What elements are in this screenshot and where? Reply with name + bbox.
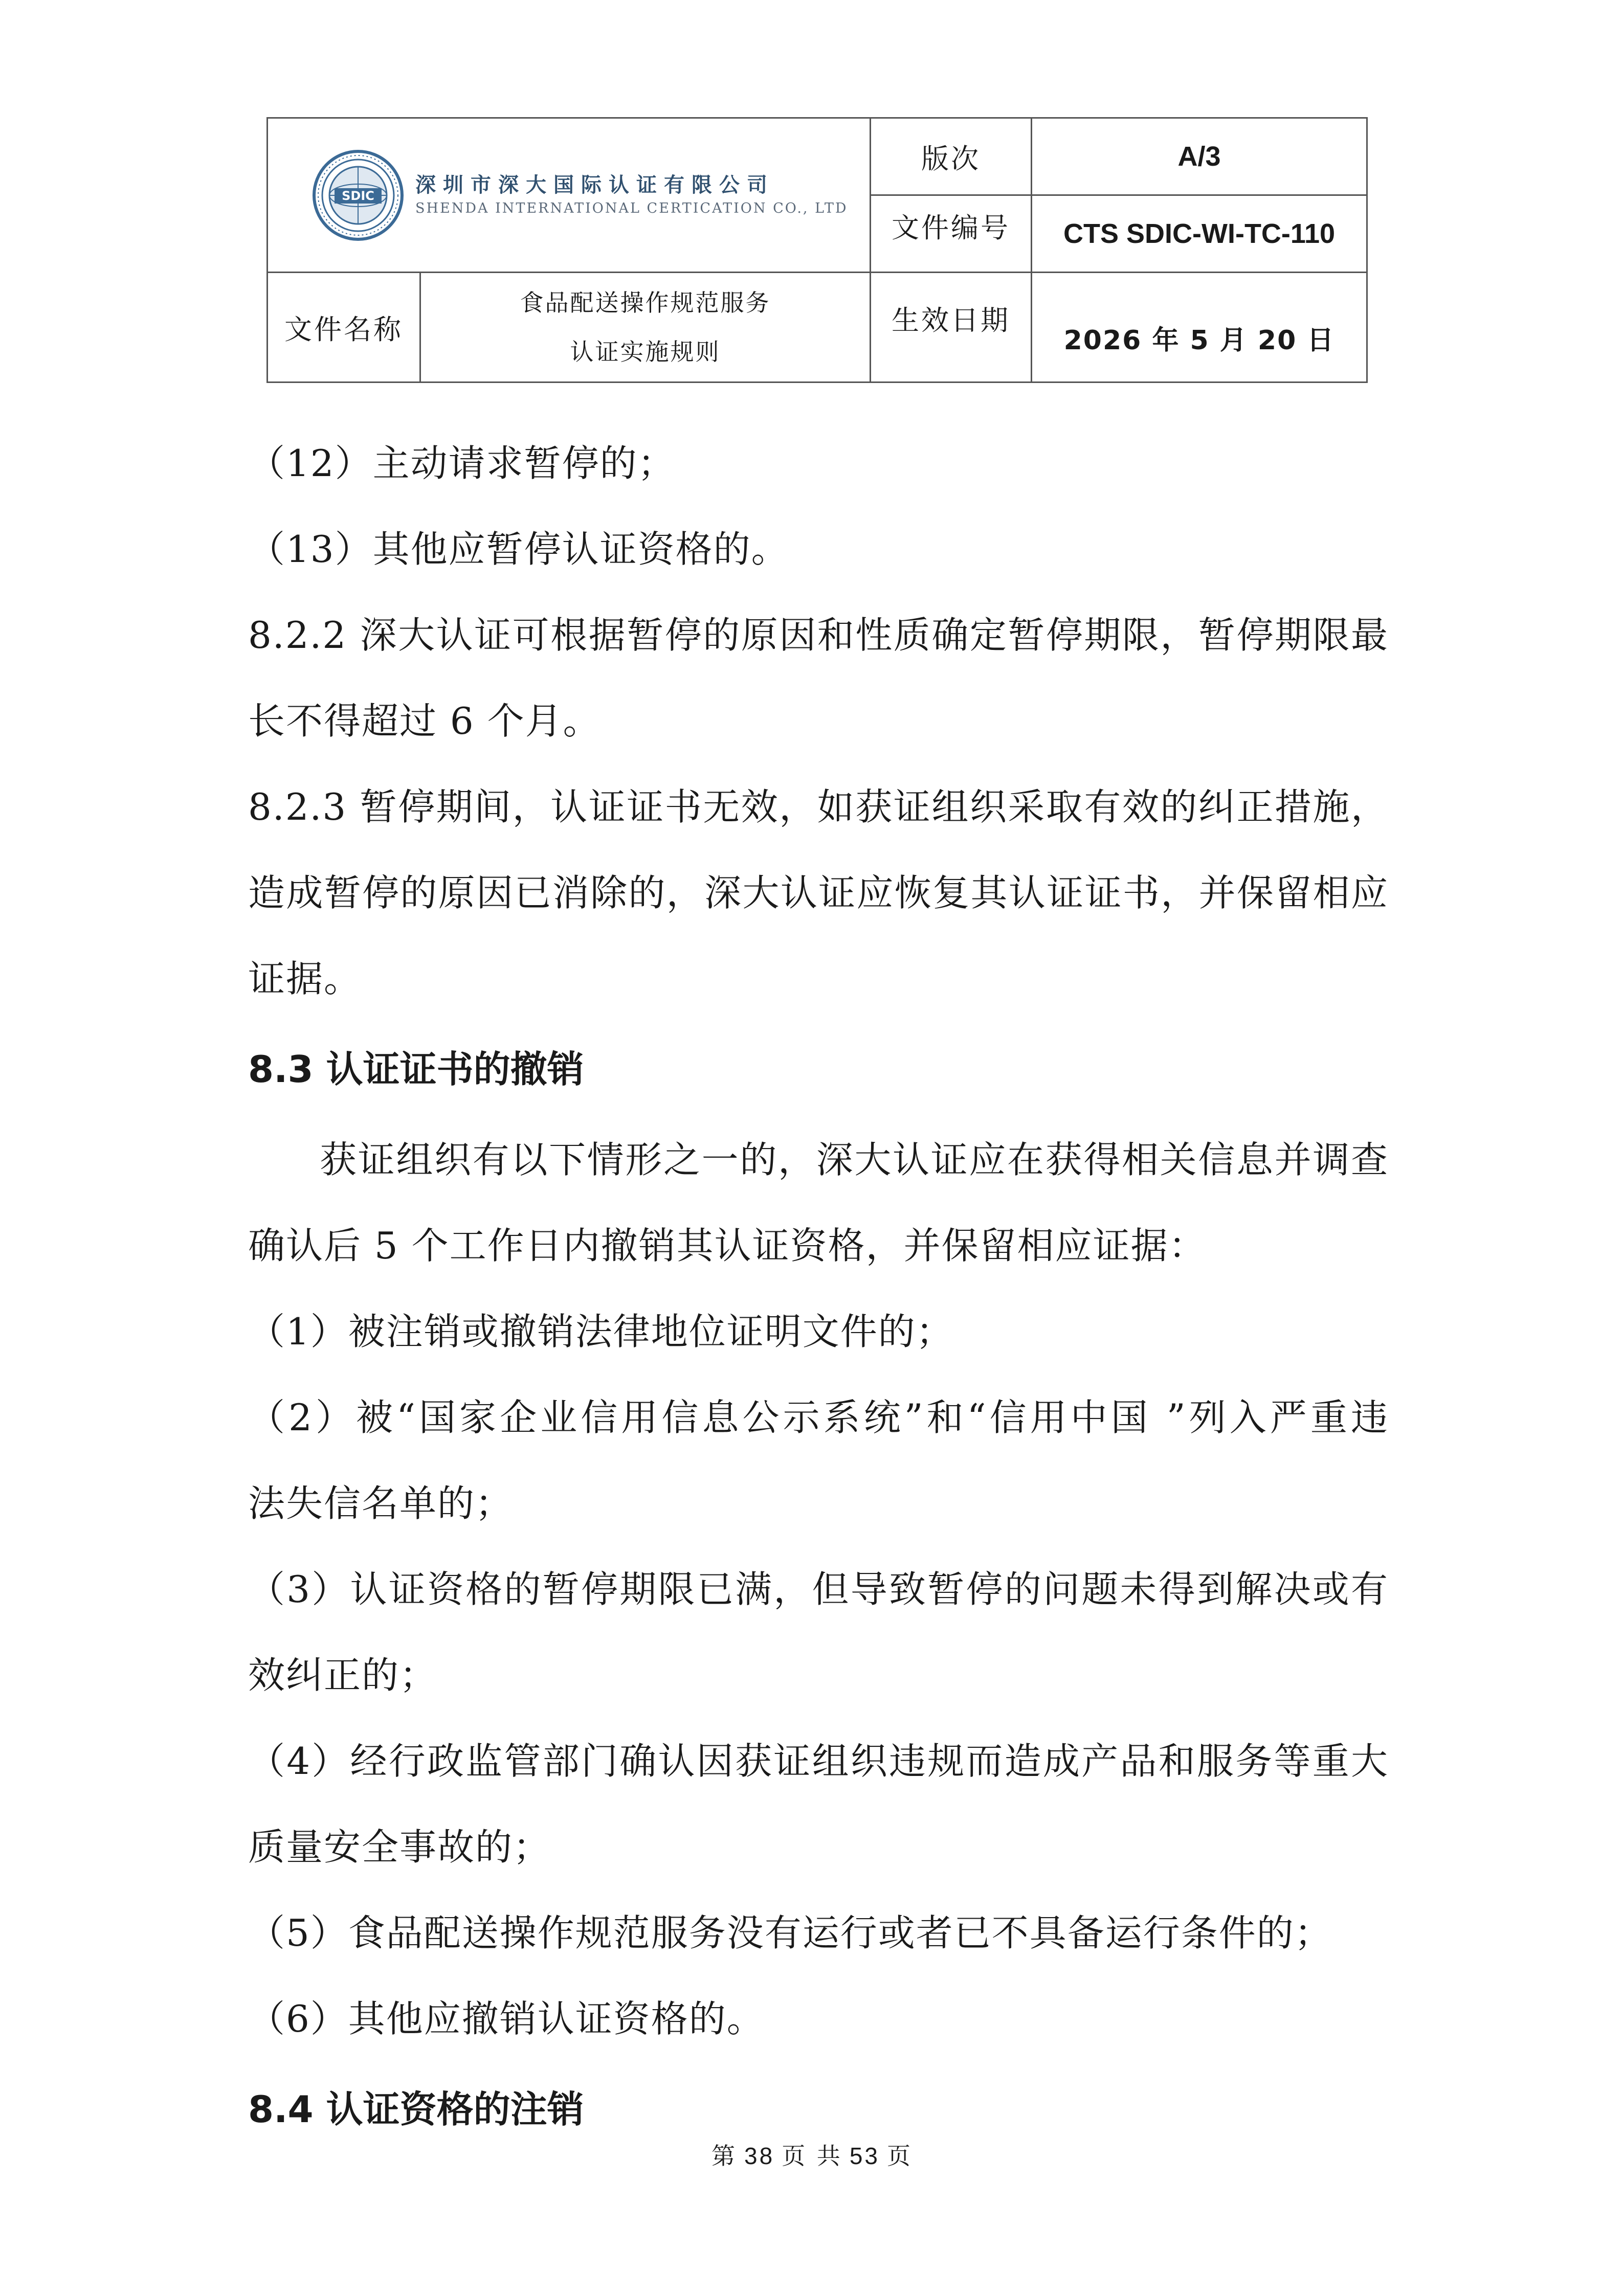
paragraph-line: （13）其他应暂停认证资格的。 bbox=[248, 528, 789, 571]
company-name-cn: 深圳市深大国际认证有限公司 bbox=[415, 173, 774, 197]
paragraph-line: 证据。 bbox=[248, 957, 362, 1000]
list-item-continuation: 法失信名单的； bbox=[248, 1482, 514, 1525]
company-name-en: SHENDA INTERNATIONAL CERTICATION CO., LTD bbox=[415, 200, 848, 216]
document-header-table bbox=[266, 117, 1368, 383]
list-item: （1）被注销或撤销法律地位证明文件的； bbox=[248, 1310, 954, 1353]
company-logo-cell bbox=[268, 118, 871, 273]
list-item: （2）被“国家企业信用信息公示系统”和“信用中国 ”列入严重违 bbox=[248, 1396, 1389, 1439]
list-item: （3）认证资格的暂停期限已满，但导致暂停的问题未得到解决或有 bbox=[248, 1568, 1389, 1611]
edition-label: 版次 bbox=[871, 118, 1032, 195]
file-number-label: 文件编号 bbox=[871, 195, 1032, 273]
paragraph-line: 长不得超过 6 个月。 bbox=[248, 700, 601, 742]
file-name-line1: 食品配送操作规范服务 bbox=[520, 289, 771, 317]
file-number-value: CTS SDIC-WI-TC-110 bbox=[1032, 195, 1367, 273]
page-footer bbox=[0, 2137, 1624, 2171]
footer-middle: 页 共 bbox=[782, 2142, 842, 2170]
paragraph-line: 8.2.2 深大认证可根据暂停的原因和性质确定暂停期限，暂停期限最 bbox=[248, 614, 1389, 657]
paragraph-line: 获证组织有以下情形之一的，深大认证应在获得相关信息并调查 bbox=[320, 1138, 1389, 1181]
effective-date-value: 2026 年 5 月 20 日 bbox=[1032, 273, 1367, 382]
edition-value: A/3 bbox=[1032, 118, 1367, 195]
paragraph-line: 8.2.3 暂停期间，认证证书无效，如获证组织采取有效的纠正措施， bbox=[248, 785, 1389, 828]
list-item-continuation: 效纠正的； bbox=[248, 1654, 438, 1697]
document-body bbox=[248, 420, 1389, 2157]
effective-date-label: 生效日期 bbox=[871, 273, 1032, 382]
company-seal-icon bbox=[312, 149, 404, 241]
list-item: （6）其他应撤销认证资格的。 bbox=[248, 1997, 765, 2040]
page-number: 38 bbox=[744, 2143, 775, 2169]
paragraph-line: 造成暂停的原因已消除的，深大认证应恢复其认证证书，并保留相应 bbox=[248, 871, 1389, 914]
file-name-line2: 认证实施规则 bbox=[570, 338, 721, 366]
paragraph-line: （12）主动请求暂停的； bbox=[248, 442, 676, 485]
file-name-label: 文件名称 bbox=[268, 273, 420, 382]
list-item: （4）经行政监管部门确认因获证组织违规而造成产品和服务等重大 bbox=[248, 1740, 1389, 1783]
section-heading-8-3: 8.3 认证证书的撤销 bbox=[248, 1048, 584, 1091]
list-item: （5）食品配送操作规范服务没有运行或者已不具备运行条件的； bbox=[248, 1911, 1332, 1954]
total-pages: 53 bbox=[849, 2143, 880, 2169]
list-item-continuation: 质量安全事故的； bbox=[248, 1826, 551, 1869]
file-name-value bbox=[420, 273, 871, 382]
paragraph-line: 确认后 5 个工作日内撤销其认证资格，并保留相应证据： bbox=[248, 1224, 1207, 1267]
footer-suffix: 页 bbox=[886, 2142, 913, 2170]
seal-text: SDIC bbox=[342, 188, 374, 203]
section-heading-8-4: 8.4 认证资格的注销 bbox=[248, 2088, 584, 2131]
footer-prefix: 第 bbox=[711, 2142, 738, 2170]
